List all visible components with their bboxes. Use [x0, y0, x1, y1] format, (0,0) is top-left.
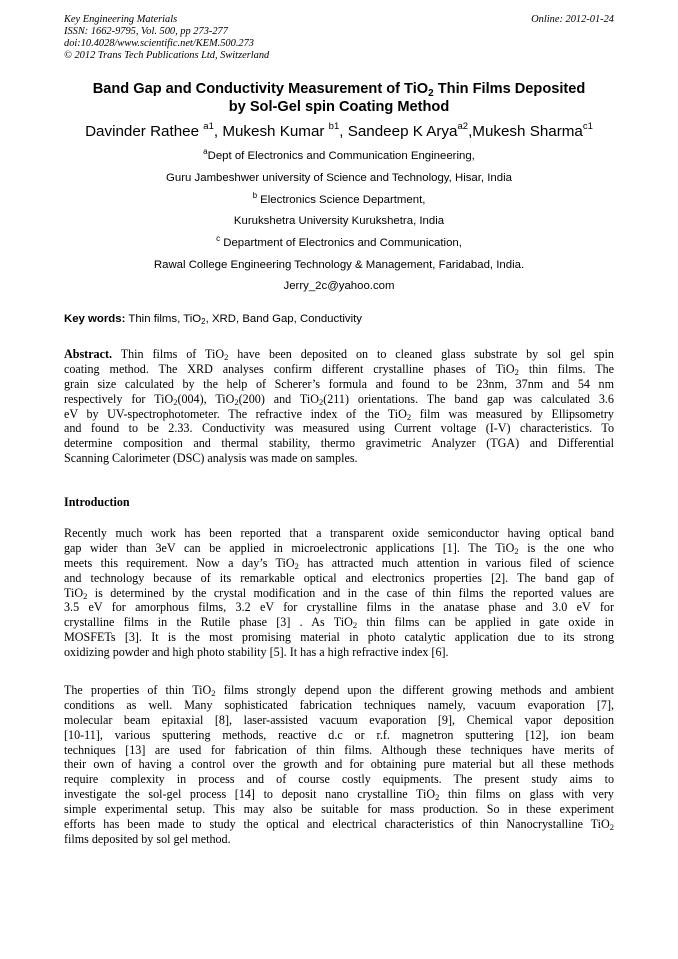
text-segment: investigate the sol-gel process [14] to deposit nano crystalline TiO — [64, 787, 436, 802]
author-name: Mukesh Sharma — [472, 123, 583, 140]
text-line — [64, 347, 614, 362]
abstract — [64, 347, 614, 466]
author-name: Mukesh Kumar — [222, 123, 329, 140]
subscript: 2 — [435, 792, 440, 803]
text-segment: meets this requirement. Now a day’s TiO — [64, 555, 295, 570]
author-separator: , — [339, 123, 348, 140]
text-line — [64, 451, 614, 466]
journal-header — [64, 14, 614, 62]
text-segment: respectively for TiO — [64, 391, 174, 406]
affiliation-c-line1 — [40, 236, 638, 250]
doi-line: doi:10.4028/www.scientific.net/KEM.500.273 — [64, 38, 254, 49]
subscript: 2 — [234, 396, 239, 407]
author-separator: , — [468, 123, 473, 140]
text-segment: conditions as well. Many sophisticated fabrication techniques namely, vacuum evaporation [7], — [64, 697, 614, 712]
intro-paragraph-1 — [64, 526, 614, 660]
text-line — [64, 743, 614, 758]
text-segment: [10-11], various sputtering methods, reactive d.c or r.f. magnetron sputtering [12], ion beam — [64, 727, 614, 742]
text-segment: 3.5 eV for amorphous films, 3.2 eV for crystalline films in the anatase phase and 3.0 eV for — [64, 600, 614, 615]
affiliation-b-line2: Kurukshetra University Kurukshetra, India — [233, 215, 445, 227]
paper-title — [40, 80, 638, 116]
text-line — [64, 683, 614, 698]
author-name: Sandeep K Arya — [347, 123, 458, 140]
subscript: 2 — [224, 352, 229, 362]
text-segment: (004), TiO — [177, 391, 235, 406]
text-line — [64, 698, 614, 713]
text-segment: crystalline films in the Rutile phase [3] . As TiO — [64, 615, 353, 630]
text-line — [64, 713, 614, 728]
text-line — [64, 802, 614, 817]
text-line — [64, 832, 614, 847]
author-affiliation-marker: a2 — [457, 121, 469, 132]
affiliation-text: Department of Electronics and Communication, — [220, 237, 462, 249]
subscript: 2 — [514, 366, 519, 377]
affiliation-marker: b — [252, 191, 258, 200]
text-line — [64, 421, 614, 436]
text-line — [64, 362, 614, 377]
text-segment: efforts has been made to study the optical and electrical characteristics of thin Nanocrystalline TiO — [64, 817, 610, 832]
text-segment: Scanning Calorimeter (DSC) analysis was made on samples. — [64, 451, 358, 466]
text-line — [64, 586, 614, 601]
affiliation-marker: a — [203, 147, 208, 156]
text-segment: simple experimental setup. This may also be suitable for mass production. So in these experiment — [64, 802, 614, 817]
keywords-text: Thin films, TiO — [125, 313, 202, 325]
journal-name: Key Engineering Materials — [64, 14, 178, 25]
subscript: 2 — [514, 545, 519, 556]
text-segment: their own of having a control over the growth and for obtaining pure material but all these methods — [64, 757, 614, 772]
author-separator: , — [213, 123, 223, 140]
text-segment: films strongly depend upon the different growing methods and ambient — [215, 683, 614, 697]
text-segment: Recently much work has been reported that a transparent oxide semiconductor having optical band — [64, 526, 614, 540]
text-line — [64, 407, 614, 422]
subscript: 2 — [294, 560, 299, 571]
text-line — [64, 600, 614, 615]
text-segment: molecular beam epitaxial [8], laser-assisted vacuum evaporation [9], Chemical vapor deposition — [64, 712, 614, 727]
text-line — [64, 630, 614, 645]
text-line — [64, 645, 614, 660]
affiliation-c-line2: Rawal College Engineering Technology & Management, Faridabad, India. — [153, 259, 525, 271]
title-subscript: 2 — [428, 88, 434, 99]
text-segment: determine composition and thermal stability, thermo gravimetric Analyzer (TGA) and Differential — [64, 436, 614, 451]
subscript: 2 — [352, 620, 358, 631]
affiliation-text: Dept of Electronics and Communication Engineering, — [207, 150, 475, 162]
text-segment: oxidizing powder and high photo stability [5]. It has a high refractive index [6]. — [64, 645, 449, 660]
keywords-subscript: 2 — [201, 317, 206, 326]
subscript: 2 — [406, 411, 412, 422]
text-line — [64, 392, 614, 407]
text-line — [64, 728, 614, 743]
keywords-label: Key words: — [64, 313, 126, 325]
text-segment: grain size calculated by the help of Scherer’s formula and found to be 23nm, 37nm and 54 nm — [64, 376, 614, 391]
title-line-2: by Sol-Gel spin Coating Method — [228, 99, 450, 115]
text-segment: The properties of thin TiO — [64, 683, 212, 697]
text-segment: and found to be 2.33. Conductivity was measured using Current voltage (I-V) characteristics. To — [64, 421, 614, 436]
subscript: 2 — [173, 396, 178, 407]
affiliation-b-line1 — [40, 193, 638, 207]
text-segment: has attracted much attention in various filed of science — [298, 555, 614, 570]
abstract-label: Abstract. — [64, 347, 113, 361]
author-affiliation-marker: b1 — [328, 121, 340, 132]
copyright-line: © 2012 Trans Tech Publications Ltd, Switzerland — [64, 50, 270, 61]
subscript: 2 — [318, 396, 324, 407]
subscript: 2 — [211, 688, 216, 698]
text-line — [64, 436, 614, 451]
introduction-heading: Introduction — [64, 495, 130, 509]
email: Jerry_2c@yahoo.com — [283, 280, 395, 292]
text-line — [64, 817, 614, 832]
text-segment: films deposited by sol gel method. — [64, 831, 231, 846]
text-segment: thin films can be applied in gate oxide in — [357, 615, 614, 630]
text-segment: require complexity in process and of course costly equipments. The present study aims to — [64, 772, 614, 787]
text-line — [64, 787, 614, 802]
affiliation-a-line2: Guru Jambeshwer university of Science and Technology, Hisar, India — [166, 172, 512, 184]
affiliation-a-line1 — [40, 149, 638, 163]
text-segment: (211) orientations. The band gap was calculated 3.6 — [323, 391, 614, 406]
keywords-text: , XRD, Band Gap, Conductivity — [205, 313, 362, 325]
text-line — [64, 556, 614, 571]
text-line — [64, 615, 614, 630]
text-line — [64, 377, 614, 392]
issn-line: ISSN: 1662-9795, Vol. 500, pp 273-277 — [64, 26, 228, 37]
intro-paragraph-2 — [64, 683, 614, 847]
affiliation-marker: c — [216, 234, 221, 243]
text-line — [64, 541, 614, 556]
author-list — [20, 122, 658, 142]
text-segment: (200) and TiO — [238, 391, 319, 406]
text-segment: thin films on glass with very — [439, 787, 614, 802]
title-part: Band Gap and Conductivity Measurement of TiO — [92, 81, 429, 97]
text-line — [64, 526, 614, 541]
text-segment: is determined by the crystal modification and in the case of thin films the reported values are — [87, 585, 614, 600]
text-segment: MOSFETs [3]. It is the most promising material in photo catalytic application due to its strong — [64, 630, 614, 645]
subscript: 2 — [609, 822, 614, 833]
text-line — [64, 571, 614, 586]
text-segment: techniques [13] are used for fabrication of thin films. Although these techniques have merits of — [64, 742, 614, 757]
title-part: Thin Films Deposited — [433, 81, 586, 97]
text-segment: Thin films of TiO — [112, 347, 225, 361]
affiliation-text: Electronics Science Department, — [257, 194, 426, 206]
text-segment: coating method. The XRD analyses confirm different crystalline phases of TiO — [64, 361, 515, 376]
author-name: Davinder Rathee — [85, 123, 204, 140]
text-line — [64, 772, 614, 787]
text-segment: film was measured by Ellipsometry — [411, 406, 614, 421]
text-segment: and technology because of its remarkable optical and electronics properties [2]. The band gap of — [64, 570, 614, 585]
text-segment: gap wider than 3eV can be applied in microelectronic applications [1]. The TiO — [64, 540, 515, 555]
text-segment: have been deposited on to cleaned glass substrate by sol gel spin — [228, 347, 614, 361]
online-date: Online: 2012-01-24 — [531, 14, 614, 25]
text-line — [64, 757, 614, 772]
keywords — [64, 312, 614, 326]
author-affiliation-marker: a1 — [203, 121, 214, 132]
text-segment: thin films. The — [518, 361, 615, 376]
text-segment: eV by UV-spectrophotometer. The refractive index of the TiO — [64, 406, 407, 421]
author-affiliation-marker: c1 — [582, 121, 593, 132]
subscript: 2 — [83, 590, 88, 601]
text-segment: TiO — [64, 585, 84, 600]
text-segment: is the one who — [518, 540, 614, 555]
